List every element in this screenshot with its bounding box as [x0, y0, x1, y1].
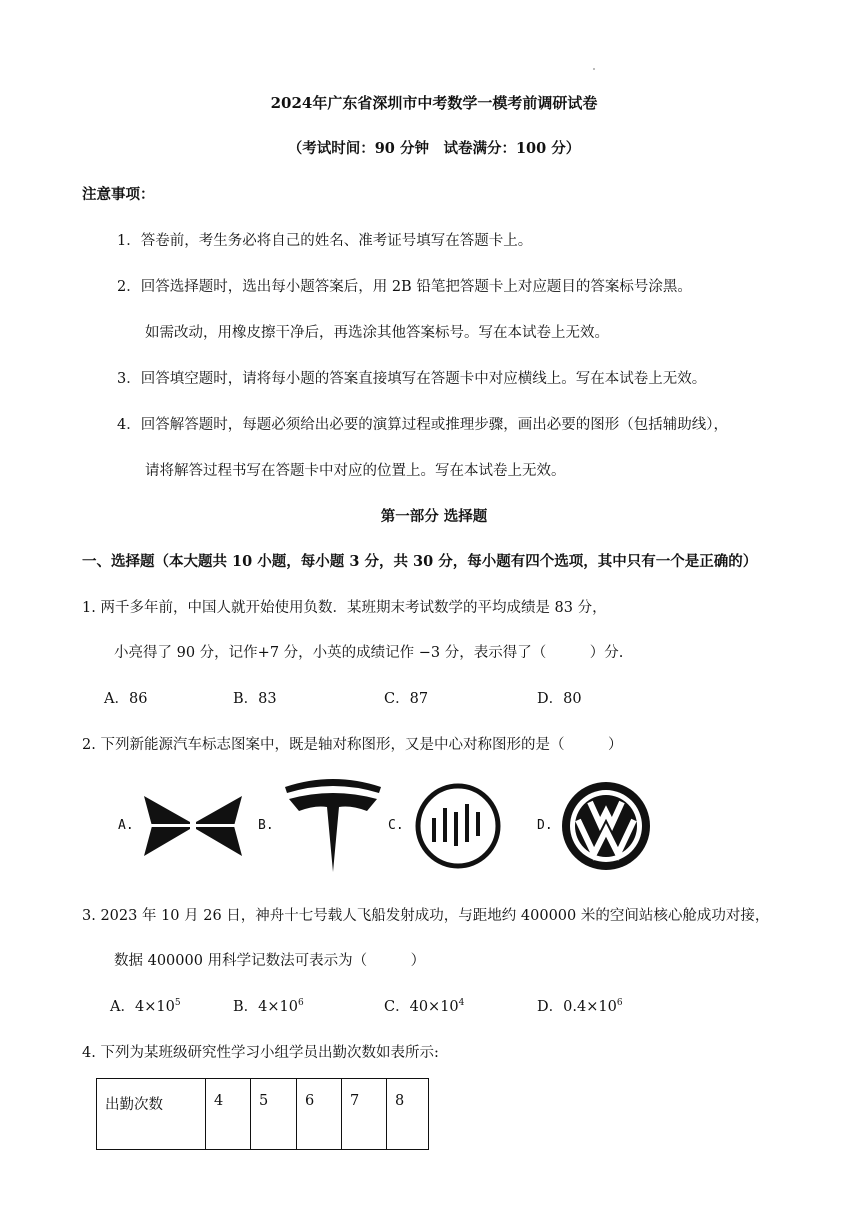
attendance-table — [96, 1078, 429, 1150]
table-cell: 7 — [342, 1079, 387, 1150]
nio-concentric-logo-icon — [414, 782, 502, 870]
q3-option-c: C．$40\times 10^4$ — [384, 998, 465, 1015]
notice-item-1: 1．答卷前，考生务必将自己的姓名、准考证号填写在答题卡上。 — [117, 233, 533, 249]
table-row — [97, 1079, 429, 1150]
exam-title: 2024年广东省深圳市中考数学一模考前调研试卷 — [270, 94, 598, 112]
q2-label-b: B. — [258, 818, 274, 833]
q1-option-a: A．86 — [104, 691, 148, 707]
notice-heading: 注意事项： — [82, 186, 155, 203]
notice-item-2-cont: 如需改动，用橡皮擦干净后，再选涂其他答案标号。写在本试卷上无效。 — [145, 325, 609, 341]
section-heading: 一、选择题（本大题共 10 小题，每小题 3 分，共 30 分，每小题有四个选项，其中只有一个是正确的） — [82, 553, 758, 570]
xpeng-logo-icon — [140, 790, 246, 862]
q4-stem: 4. 下列为某班级研究性学习小组学员出勤次数如表所示: — [82, 1045, 439, 1061]
q3-stem: 3. 2023 年 10 月 26 日，神舟十七号载人飞船发射成功，与距地约 400000 米的空间站核心舱成功对接， — [82, 908, 770, 924]
q1-stem: 1. 两千多年前，中国人就开始使用负数．某班期末考试数学的平均成绩是 83 分， — [82, 600, 607, 616]
table-header-cell: 出勤次数 — [97, 1079, 206, 1150]
notice-item-4: 4．回答解答题时，每题必须给出必要的演算过程或推理步骤，画出必要的图形（包括辅助线）， — [117, 417, 728, 433]
table-cell: 8 — [387, 1079, 429, 1150]
q3-option-d: D．$0.4\times 10^6$ — [537, 998, 623, 1015]
notice-item-3: 3．回答填空题时，请将每小题的答案直接填写在答题卡中对应横线上。写在本试卷上无效。 — [117, 371, 707, 387]
table-cell: 4 — [206, 1079, 251, 1150]
q3-option-a: A．$4\times 10^5$ — [110, 998, 181, 1015]
tesla-logo-icon — [281, 777, 385, 873]
q3-stem-cont: 数据 400000 用科学记数法可表示为（ ） — [114, 953, 426, 969]
q1-option-d: D．80 — [537, 691, 582, 707]
scan-speck — [593, 68, 595, 70]
volkswagen-logo-icon — [560, 780, 652, 872]
notice-item-4-cont: 请将解答过程书写在答题卡中对应的位置上。写在本试卷上无效。 — [145, 463, 566, 479]
table-cell: 5 — [251, 1079, 297, 1150]
q2-label-d: D. — [537, 818, 553, 833]
q3-option-b: B．$4\times 10^6$ — [233, 998, 304, 1015]
q1-option-b: B．83 — [233, 691, 277, 707]
q1-stem-cont: 小亮得了 90 分，记作+7 分，小英的成绩记作 −3 分，表示得了（ ）分. — [114, 645, 624, 661]
q2-label-a: A. — [118, 818, 134, 833]
exam-subtitle: （考试时间：90 分钟 试卷满分：100 分） — [287, 140, 581, 157]
q2-stem: 2. 下列新能源汽车标志图案中，既是轴对称图形，又是中心对称图形的是（ ） — [82, 737, 623, 753]
table-cell: 6 — [297, 1079, 342, 1150]
q2-label-c: C. — [388, 818, 404, 833]
notice-item-2: 2．回答选择题时，选出每小题答案后，用 2B 铅笔把答题卡上对应题目的答案标号涂黑。 — [117, 279, 692, 295]
q1-option-c: C．87 — [384, 691, 429, 707]
part-heading: 第一部分 选择题 — [380, 508, 488, 525]
